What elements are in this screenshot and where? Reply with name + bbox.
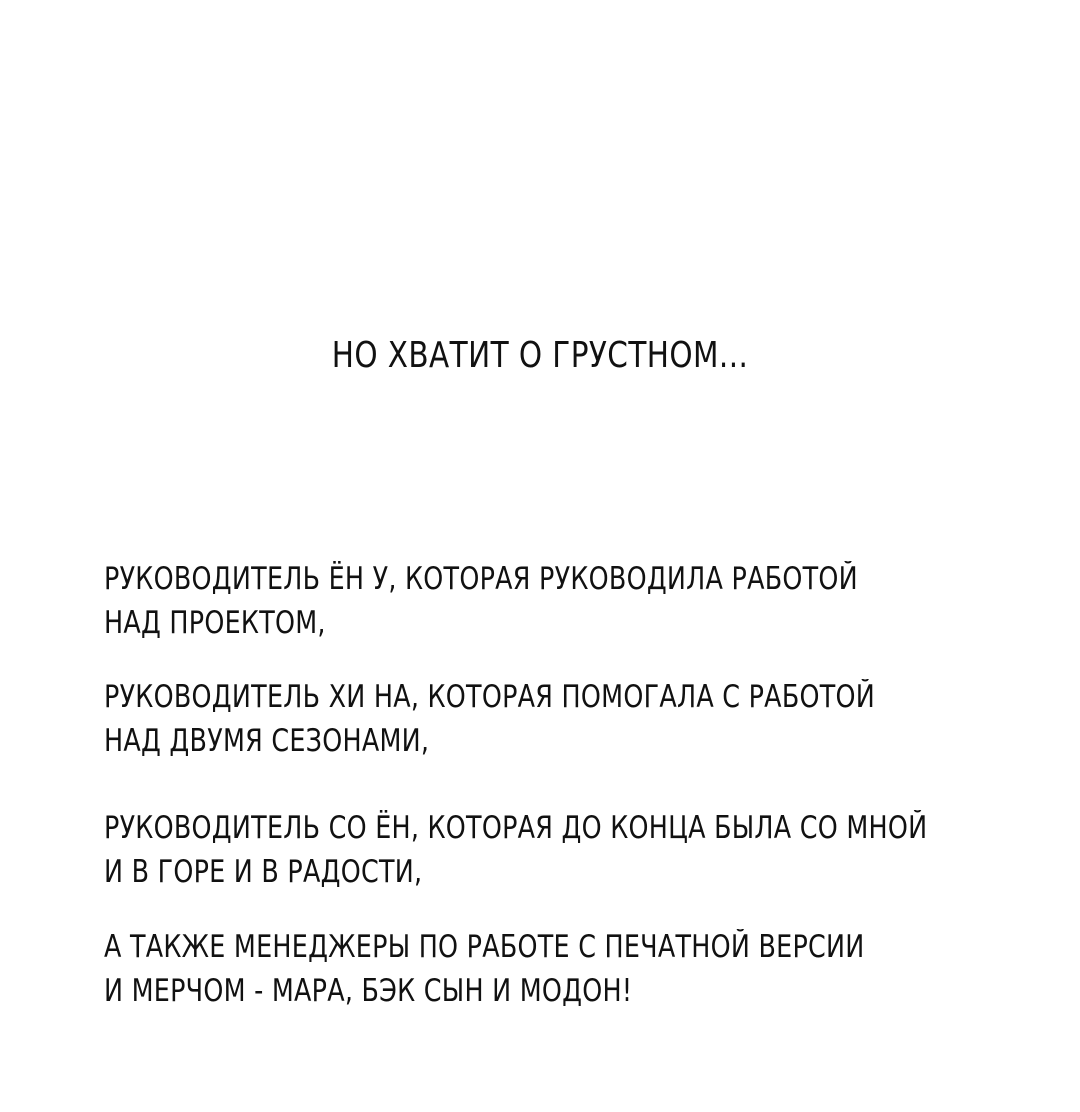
credit-paragraph-1 bbox=[104, 557, 858, 645]
credit-line: РУКОВОДИТЕЛЬ СО ЁН, КОТОРАЯ ДО КОНЦА БЫЛА СО МНОЙ bbox=[104, 810, 928, 846]
page-heading: НО ХВАТИТ О ГРУСТНОМ... bbox=[331, 335, 749, 376]
credit-line: И В ГОРЕ И В РАДОСТИ, bbox=[104, 854, 423, 890]
credit-line: РУКОВОДИТЕЛЬ ХИ НА, КОТОРАЯ ПОМОГАЛА С РАБОТОЙ bbox=[104, 679, 876, 715]
credit-paragraph-3 bbox=[104, 806, 928, 894]
credit-line: НАД ДВУМЯ СЕЗОНАМИ, bbox=[104, 723, 430, 759]
credit-paragraph-4 bbox=[104, 925, 865, 1013]
credit-line: А ТАКЖЕ МЕНЕДЖЕРЫ ПО РАБОТЕ С ПЕЧАТНОЙ ВЕРСИИ bbox=[104, 929, 865, 965]
credit-line: И МЕРЧОМ - МАРА, БЭК СЫН И МОДОН! bbox=[104, 973, 633, 1009]
credit-line: РУКОВОДИТЕЛЬ ЁН У, КОТОРАЯ РУКОВОДИЛА РАБОТОЙ bbox=[104, 561, 858, 597]
credit-line: НАД ПРОЕКТОМ, bbox=[104, 605, 326, 641]
credit-paragraph-2 bbox=[104, 675, 876, 763]
